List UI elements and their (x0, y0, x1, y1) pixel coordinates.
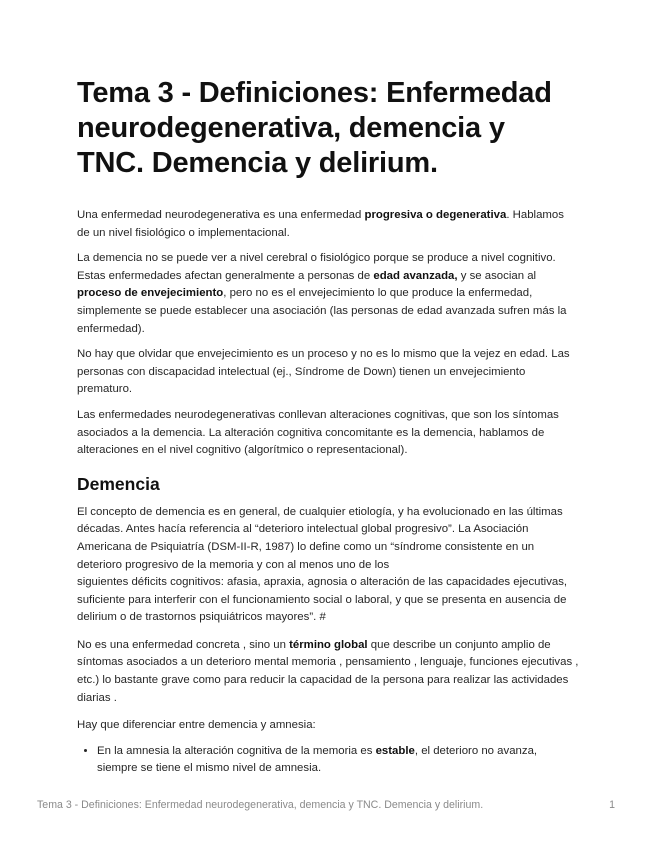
paragraph: Hay que diferenciar entre demencia y amnesia: (77, 719, 316, 732)
text-span: Una enfermedad neurodegenerativa es una enfermedad (77, 209, 365, 221)
page-number: 1 (609, 799, 615, 811)
text-span: , el deterioro no avanza, siempre se tiene el mismo nivel de amnesia. (97, 744, 538, 775)
page-title: Tema 3 - Definiciones: Enfermedad neurodegenerativa, demencia y TNC. Demencia y delirium. (77, 77, 552, 179)
text-span: siguientes déficits cognitivos: afasia, apraxia, agnosia o alteración de las capacidades ejecutivas, suficiente para interferir con el funcionamiento social o laboral, y que se presenta en ausencia de delirium o de trastornos psiquiátricos mayores”. # (77, 576, 568, 624)
paragraph: No hay que olvidar que envejecimiento es un proceso y no es lo mismo que la vejez en edad. Las personas con discapacidad intelectual (ej., Síndrome de Down) tienen un envejecimiento prematuro. (77, 348, 570, 396)
bold-term: término global (289, 638, 368, 651)
paragraph (77, 207, 579, 242)
text-span: . Hablamos de un nivel fisiológico o implementacional. (77, 209, 564, 239)
text-span: que describe un conjunto amplio de síntomas asociados a un deterioro mental memoria , pensamiento , lenguaje, funciones ejecutivas , etc.) lo bastante grave como para reducir la capacidad de la persona para realizar las actividades diarias . (77, 638, 579, 704)
text-span: , pero no es el envejecimiento lo que produce la enfermedad, simplemente se puede establecer una asociación (las personas de edad avanzada sufren más la enfermedad). (77, 287, 567, 335)
text-span: y se asocian al (457, 269, 537, 282)
bold-term: proceso de envejecimiento (77, 287, 224, 300)
page-content (77, 76, 579, 778)
page-footer (37, 799, 615, 815)
section-heading: Demencia (77, 473, 160, 494)
bold-term: progresiva o degenerativa (364, 209, 507, 221)
bullet-list (77, 743, 579, 778)
paragraph (77, 637, 579, 707)
footer-title: Tema 3 - Definiciones: Enfermedad neurodegenerativa, demencia y TNC. Demencia y delirium. (37, 799, 484, 811)
list-item (97, 743, 579, 778)
paragraph (77, 504, 579, 627)
text-span: No es una enfermedad concreta , sino un (77, 638, 290, 651)
text-span: En la amnesia la alteración cognitiva de la memoria es (97, 744, 376, 757)
bold-term: estable (375, 744, 415, 757)
paragraph (77, 250, 579, 338)
text-span: El concepto de demencia es en general, de cualquier etiología, y ha evolucionado en las últimas décadas. Antes hacía referencia al “deterioro intelectual global progresivo”. La Asociación Americana de Psiquiatría (DSM-II-R, 1987) lo define como un “síndrome consistente en un deterioro progresivo de la memoria y con al menos uno de los (77, 505, 563, 571)
intro-section (77, 207, 579, 460)
bold-term: edad avanzada, (373, 269, 458, 282)
paragraph: Las enfermedades neurodegenerativas conllevan alteraciones cognitivas, que son los síntomas asociados a la demencia. La alteración cognitiva concomitante es la demencia, hablamos de alteraciones en el nivel cognitivo (algorítmico o representacional). (77, 408, 559, 457)
text-span: La demencia no se puede ver a nivel cerebral o fisiológico porque se produce a nivel cognitivo. Estas enfermedades afectan generalmente a personas de (77, 252, 556, 282)
